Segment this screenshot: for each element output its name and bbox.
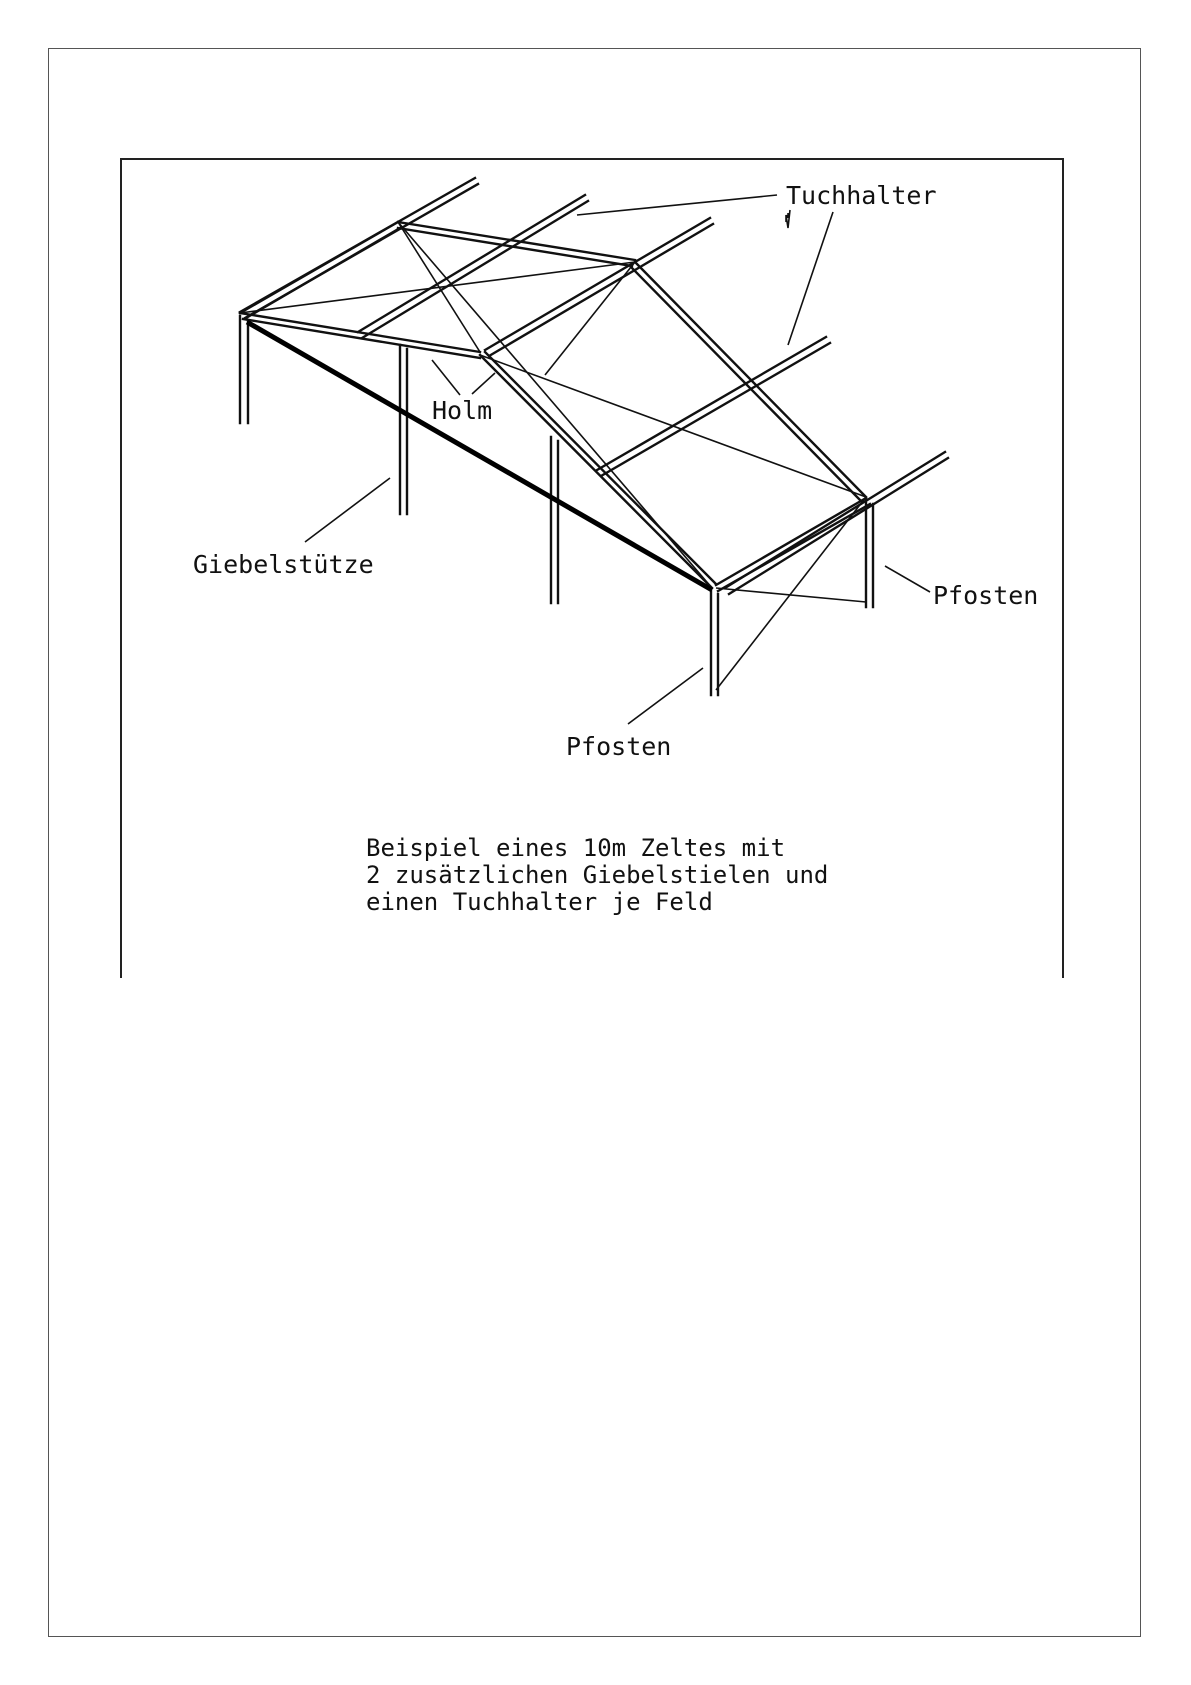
leader-lines [305,195,930,724]
caption-line-1: Beispiel eines 10m Zeltes mit [366,834,786,862]
tuchhalter-beams [240,178,948,594]
roof-frame [240,222,870,591]
caption-line-2: 2 zusätzlichen Giebelstielen und [366,861,829,889]
label-tuchhalter: Tuchhalter [786,181,937,210]
caption-line-3: einen Tuchhalter je Feld [366,888,713,916]
bracing [240,222,866,690]
label-holm: Holm [432,396,493,425]
label-giebelstuetze: Giebelstütze [193,550,374,579]
label-pfosten-right: Pfosten [933,581,1039,610]
label-pfosten-bottom: Pfosten [566,732,672,761]
